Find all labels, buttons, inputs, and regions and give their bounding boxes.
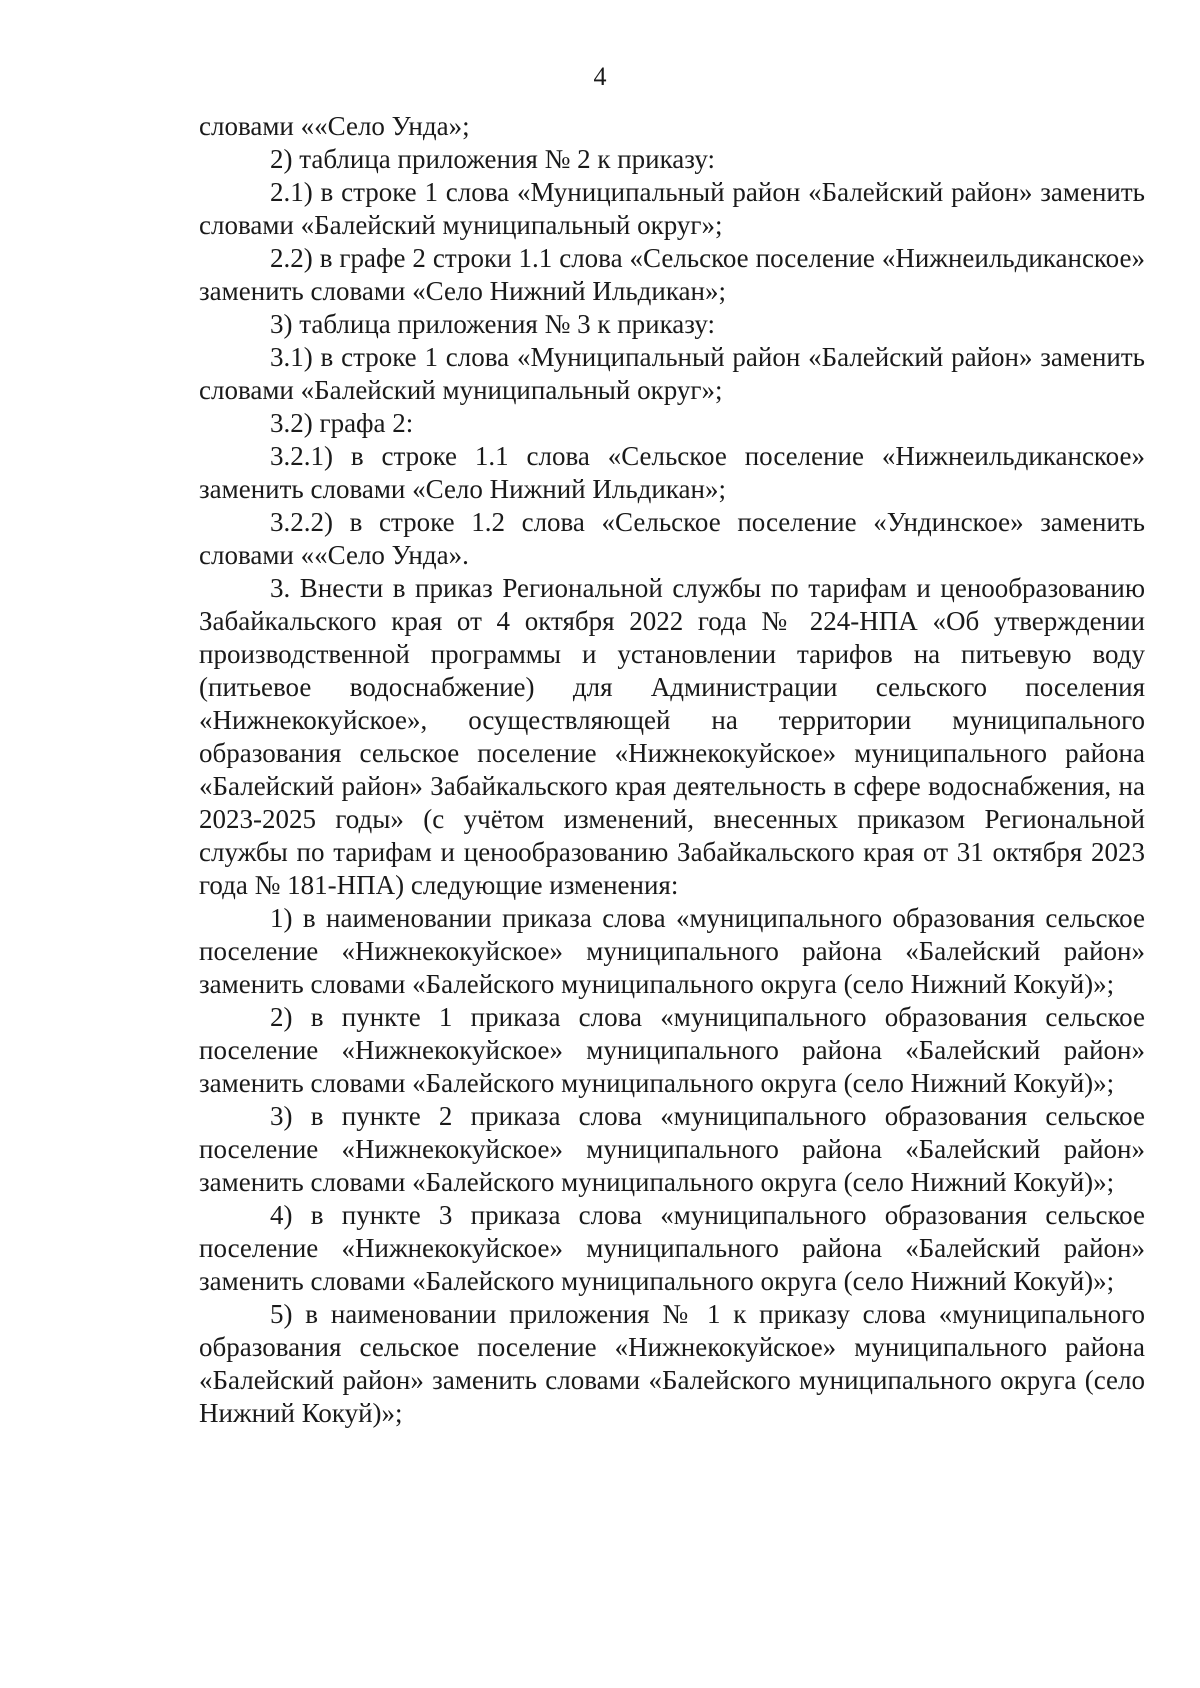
paragraph: 2.2) в графе 2 строки 1.1 слова «Сельское поселение «Нижнеильдиканское» заменить словами «Село Нижний Ильдикан»; xyxy=(199,243,1145,306)
paragraph: 4) в пункте 3 приказа слова «муниципального образования сельское поселение «Нижнекокуйское» муниципального района «Балейский район» заменить словами «Балейского муниципального округа (село Нижний Кокуй)»; xyxy=(199,1200,1145,1296)
paragraph: 1) в наименовании приказа слова «муниципального образования сельское поселение «Нижнекокуйское» муниципального района «Балейский район» заменить словами «Балейского муниципального округа (село Нижний Кокуй)»; xyxy=(199,903,1145,999)
paragraph: 2) в пункте 1 приказа слова «муниципального образования сельское поселение «Нижнекокуйское» муниципального района «Балейский район» заменить словами «Балейского муниципального округа (село Нижний Кокуй)»; xyxy=(199,1002,1145,1098)
paragraph: 3. Внести в приказ Региональной службы по тарифам и ценообразованию Забайкальского края от 4 октября 2022 года № 224-НПА «Об утверждении производственной программы и установлении тарифов на питьевую воду (питьевое водоснабжение) для Администрации сельского поселения «Нижнекокуйское», осуществляющей на территории муниципального образования сельское поселение «Нижнекокуйское» муниципального района «Балейский район» Забайкальского края деятельность в сфере водоснабжения, на 2023-2025 годы» (с учётом изменений, внесенных приказом Региональной службы по тарифам и ценообразованию Забайкальского края от 31 октября 2023 года № 181-НПА) следующие изменения: xyxy=(199,573,1145,900)
paragraph: 5) в наименовании приложения № 1 к приказу слова «муниципального образования сельское поселение «Нижнекокуйское» муниципального района «Балейский район» заменить словами «Балейского муниципального округа (село Нижний Кокуй)»; xyxy=(199,1299,1145,1428)
paragraph: 3.1) в строке 1 слова «Муниципальный район «Балейский район» заменить словами «Балейский муниципальный округ»; xyxy=(199,342,1145,405)
document-body xyxy=(199,110,1145,1430)
paragraph: словами ««Село Унда»; xyxy=(199,111,470,141)
paragraph: 2) таблица приложения № 2 к приказу: xyxy=(270,144,716,174)
paragraph: 3) таблица приложения № 3 к приказу: xyxy=(270,309,716,339)
paragraph: 3.2.2) в строке 1.2 слова «Сельское поселение «Ундинское» заменить словами ««Село Унда». xyxy=(199,507,1145,570)
paragraph: 2.1) в строке 1 слова «Муниципальный район «Балейский район» заменить словами «Балейский муниципальный округ»; xyxy=(199,177,1145,240)
paragraph: 3) в пункте 2 приказа слова «муниципального образования сельское поселение «Нижнекокуйское» муниципального района «Балейский район» заменить словами «Балейского муниципального округа (село Нижний Кокуй)»; xyxy=(199,1101,1145,1197)
paragraph: 3.2.1) в строке 1.1 слова «Сельское поселение «Нижнеильдиканское» заменить словами «Село Нижний Ильдикан»; xyxy=(199,441,1145,504)
page-number: 4 xyxy=(593,62,607,91)
paragraph: 3.2) графа 2: xyxy=(270,408,414,438)
